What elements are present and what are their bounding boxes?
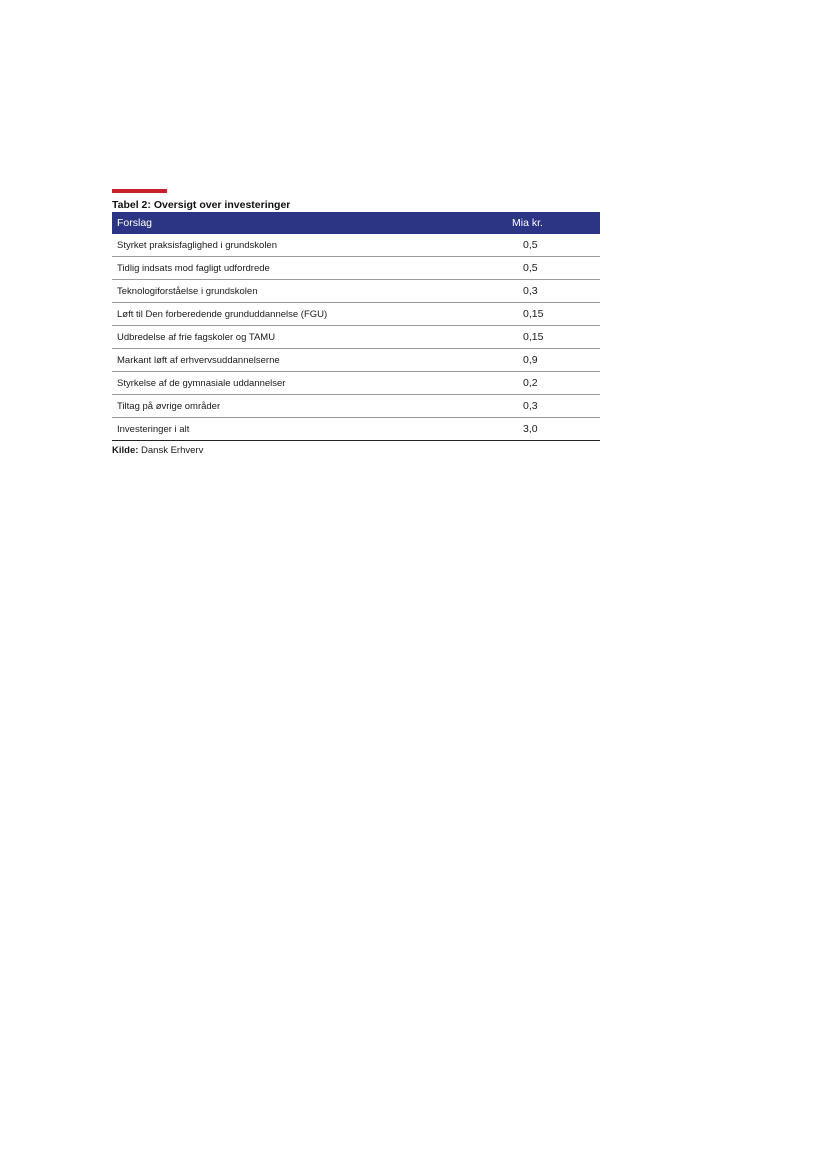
table-row	[112, 349, 600, 372]
source-note	[112, 445, 600, 456]
row-value: 0,3	[523, 400, 538, 412]
row-label: Tidlig indsats mod fagligt udfordrede	[117, 262, 270, 274]
table-body	[112, 234, 600, 441]
row-label: Tiltag på øvrige områder	[117, 400, 221, 412]
table-row	[112, 303, 600, 326]
row-label: Teknologiforståelse i grundskolen	[117, 285, 258, 297]
table-row	[112, 372, 600, 395]
row-label: Investeringer i alt	[117, 423, 190, 435]
table-header	[112, 212, 600, 234]
table-row-total	[112, 418, 600, 441]
row-label: Styrkelse af de gymnasiale uddannelser	[117, 377, 286, 389]
row-label: Udbredelse af frie fagskoler og TAMU	[117, 331, 276, 343]
row-value: 3,0	[523, 423, 538, 435]
row-value: 0,15	[523, 308, 544, 320]
table-row	[112, 257, 600, 280]
row-value: 0,5	[523, 262, 538, 274]
table-title: Tabel 2: Oversigt over investeringer	[112, 199, 291, 211]
table-row	[112, 326, 600, 349]
row-value: 0,3	[523, 285, 538, 297]
row-value: 0,15	[523, 331, 544, 343]
table-row	[112, 395, 600, 418]
table-row	[112, 234, 600, 257]
investment-table-block	[112, 189, 600, 456]
source-text: Dansk Erhverv	[138, 445, 204, 456]
table-row	[112, 280, 600, 303]
accent-bar	[112, 189, 167, 193]
row-value: 0,2	[523, 377, 538, 389]
row-value: 0,9	[523, 354, 538, 366]
row-value: 0,5	[523, 239, 538, 251]
column-header-mia-kr: Mia kr.	[512, 217, 543, 229]
row-label: Løft til Den forberedende grunduddannelse (FGU)	[117, 308, 328, 320]
row-label: Styrket praksisfaglighed i grundskolen	[117, 239, 278, 251]
column-header-forslag: Forslag	[117, 217, 153, 229]
source-label: Kilde:	[112, 445, 139, 456]
row-label: Markant løft af erhvervsuddannelserne	[117, 354, 280, 366]
